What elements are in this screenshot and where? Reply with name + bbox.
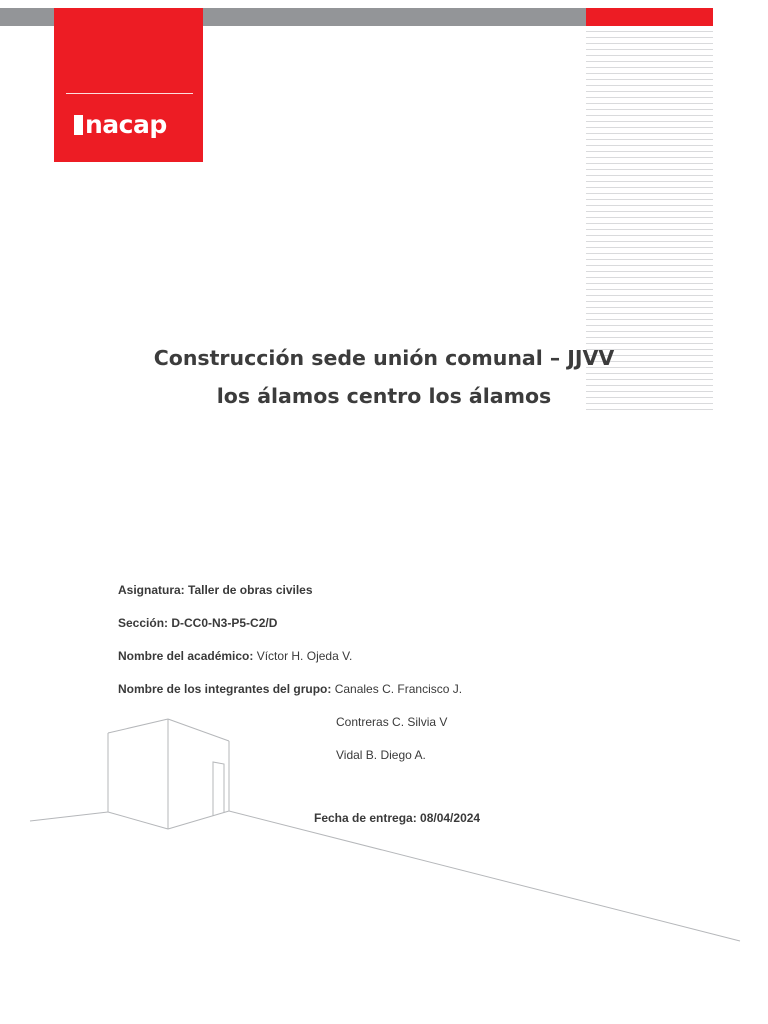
title-line-1: Construcción sede unión comunal – JJVV	[153, 346, 615, 370]
due-date-label: Fecha de entrega: 08/04/2024	[314, 811, 481, 825]
member-3: Vidal B. Diego A.	[336, 748, 426, 762]
academic-label: Nombre del académico:	[118, 649, 254, 663]
section-line	[118, 616, 277, 630]
top-red-bar	[586, 8, 713, 26]
members-line	[118, 682, 462, 696]
academic-value: Víctor H. Ojeda V.	[256, 649, 353, 663]
member-2: Contreras C. Silvia V	[336, 715, 448, 729]
house-roof-left	[108, 719, 168, 733]
subject-line	[118, 583, 313, 597]
ground-line-right	[229, 811, 740, 941]
due-date-line	[314, 811, 480, 825]
house-base-left	[108, 812, 168, 829]
member-line-2	[336, 715, 447, 729]
inacap-logo	[74, 112, 167, 137]
logo-text: nacap	[85, 110, 167, 139]
house-roof-right	[168, 719, 229, 741]
house-base-right	[168, 811, 229, 829]
ground-line-left	[30, 812, 108, 821]
title-line-2: los álamos centro los álamos	[216, 384, 552, 408]
document-title	[118, 339, 650, 415]
logo-mark-icon	[74, 115, 83, 135]
house-door	[213, 762, 224, 816]
member-1: Canales C. Francisco J.	[334, 682, 463, 696]
logo-divider	[66, 93, 193, 94]
member-line-3	[336, 748, 426, 762]
logo-block	[54, 8, 203, 162]
academic-line	[118, 649, 352, 663]
members-label: Nombre de los integrantes del grupo:	[118, 682, 332, 696]
subject-label: Asignatura: Taller de obras civiles	[118, 583, 313, 597]
section-label: Sección: D-CC0-N3-P5-C2/D	[118, 616, 278, 630]
